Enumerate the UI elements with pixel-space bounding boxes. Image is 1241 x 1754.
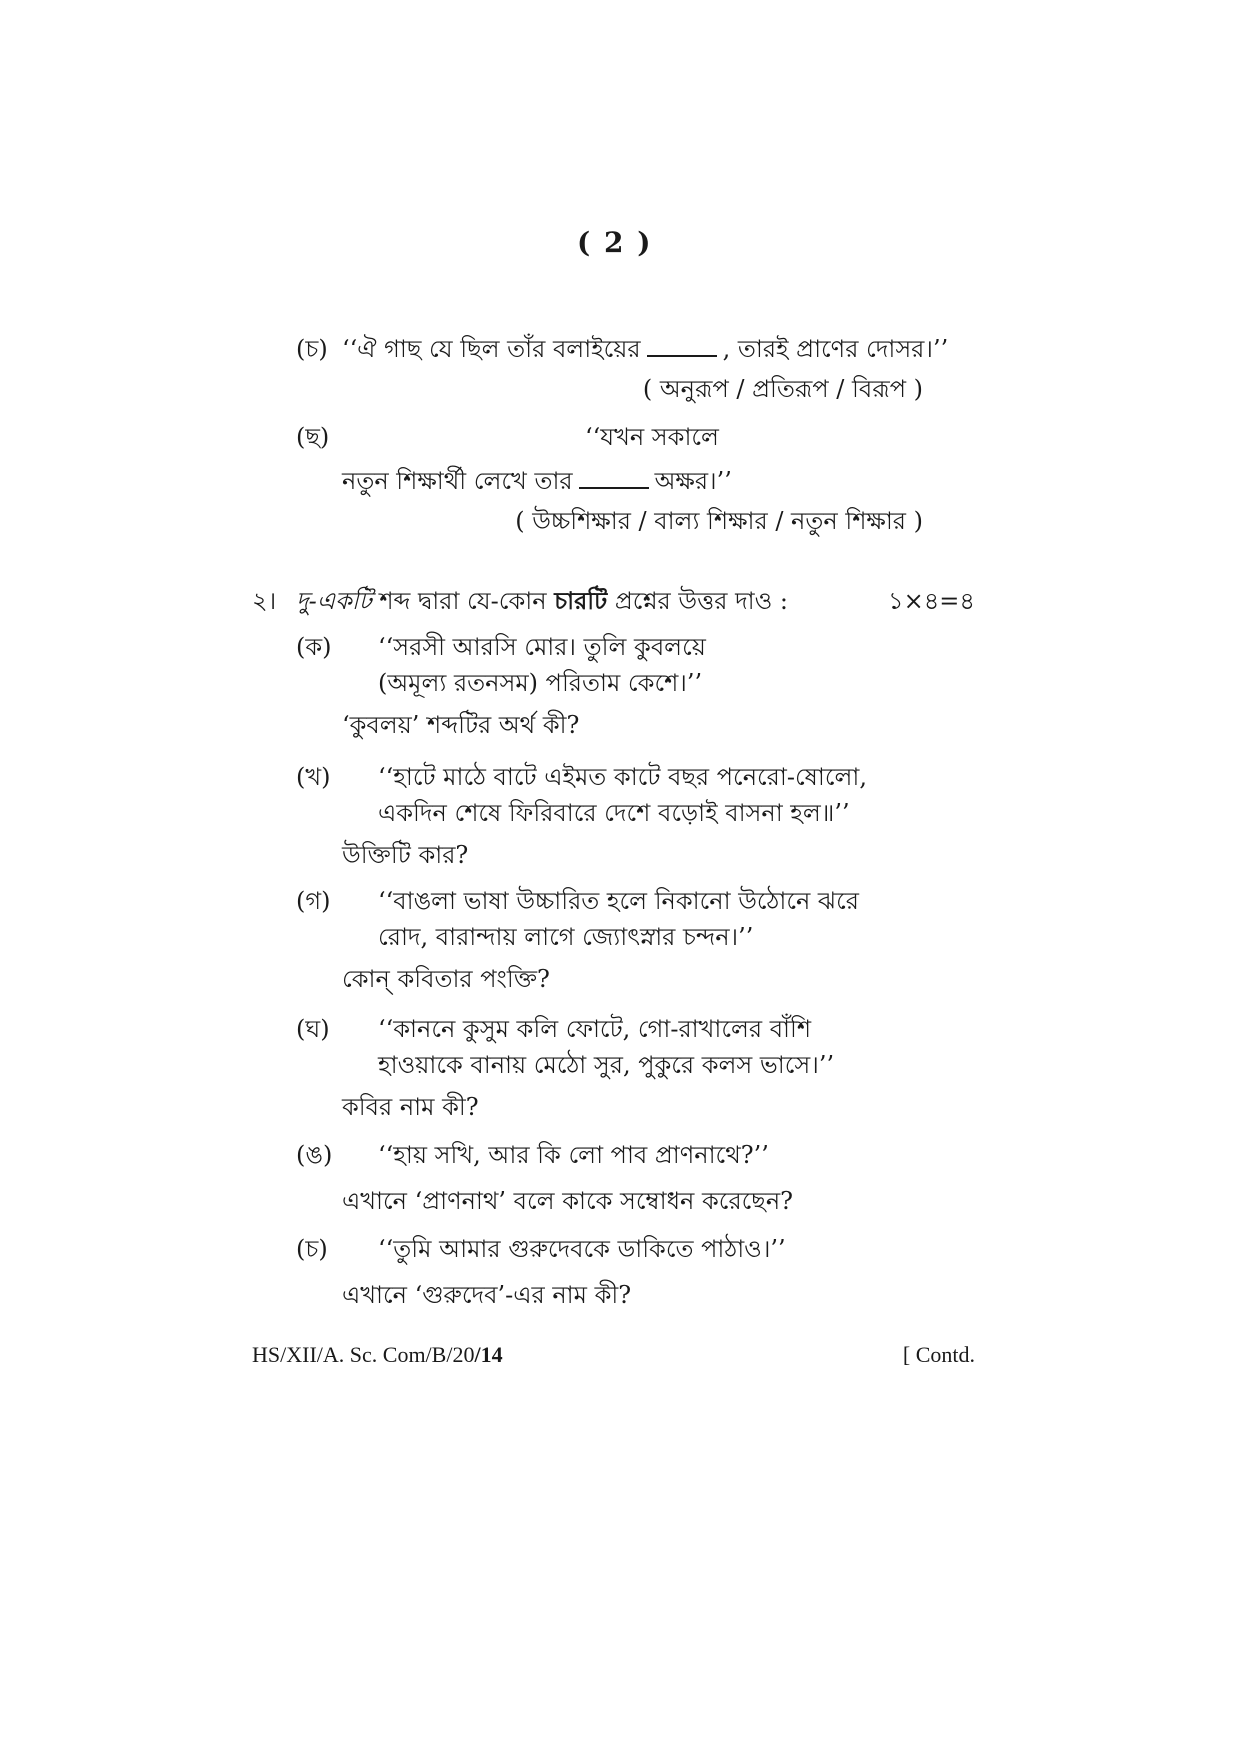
q2-number: ২। <box>252 587 277 615</box>
q1-chha-options: ( উচ্চশিক্ষার / বাল্য শিক্ষার / নতুন শিক্ষার ) <box>515 507 923 535</box>
q1-chha-line2-after: অক্ষর।’’ <box>654 467 732 495</box>
q1-chha-line2-before: নতুন শিক্ষার্থী লেখে তার <box>342 467 573 495</box>
q1-cha-text <box>342 334 948 364</box>
q2-umo-label: (ঙ) <box>296 1141 333 1169</box>
footer-paper-code <box>252 1342 503 1368</box>
q2-marks: ১×৪=৪ <box>888 587 975 615</box>
q2-ga-question: কোন্ কবিতার পংক্তি? <box>342 965 550 993</box>
q2-ga-quote2: রোদ, বারান্দায় লাগে জ্যোৎস্নার চন্দন।’’ <box>378 923 754 951</box>
q1-chha-line1: ‘‘যখন সকালে <box>585 423 719 451</box>
q2-gha-quote1: ‘‘কাননে কুসুম কলি ফোটে, গো-রাখালের বাঁশি <box>378 1015 812 1043</box>
q2-cha-question: এখানে ‘গুরুদেব’-এর নাম কী? <box>342 1281 632 1309</box>
q2-kha-quote2: একদিন শেষে ফিরিবারে দেশে বড়োই বাসনা হল॥’’ <box>378 799 850 827</box>
q2-instr-bold: চারটি <box>554 586 608 615</box>
q2-gha-question: কবির নাম কী? <box>342 1093 479 1121</box>
fill-blank <box>579 467 649 489</box>
q2-gha-quote2: হাওয়াকে বানায় মেঠো সুর, পুকুরে কলস ভাসে।’’ <box>378 1051 835 1079</box>
q2-ka-question: ‘কুবলয়’ শব্দটির অর্থ কী? <box>342 711 580 739</box>
q2-umo-quote1: ‘‘হায় সখি, আর কি লো পাব প্রাণনাথে?’’ <box>378 1141 769 1169</box>
q1-chha-label: (ছ) <box>296 423 330 451</box>
q1-cha-text-after: , তারই প্রাণের দোসর।’’ <box>722 335 949 363</box>
footer-code-prefix: HS/XII/A. Sc. Com/B/20 <box>252 1342 475 1367</box>
q2-ga-quote1: ‘‘বাঙলা ভাষা উচ্চারিত হলে নিকানো উঠোনে ঝরে <box>378 887 859 915</box>
q2-instr-italic: দু-একটি <box>296 587 372 615</box>
fill-blank <box>647 335 717 357</box>
q2-cha-label: (চ) <box>296 1235 328 1263</box>
footer-code-bold: /14 <box>474 1342 503 1367</box>
q2-cha-quote1: ‘‘তুমি আমার গুরুদেবকে ডাকিতে পাঠাও।’’ <box>378 1235 786 1263</box>
q2-umo-question: এখানে ‘প্রাণনাথ’ বলে কাকে সম্বোধন করেছেন? <box>342 1187 794 1215</box>
q2-kha-quote1: ‘‘হাটে মাঠে বাটে এইমত কাটে বছর পনেরো-ষোলো, <box>378 763 867 791</box>
q2-instr-end: প্রশ্নের উত্তর দাও : <box>614 587 789 615</box>
q2-ga-label: (গ) <box>296 887 331 915</box>
q2-ka-label: (ক) <box>296 633 332 661</box>
q2-ka-quote2: (অমূল্য রতনসম) পরিতাম কেশে।’’ <box>378 669 703 697</box>
q1-cha-text-before: ‘‘ঐ গাছ যে ছিল তাঁর বলাইয়ের <box>342 335 641 363</box>
footer-contd: [ Contd. <box>902 1342 975 1367</box>
q2-instr-mid: শব্দ দ্বারা যে-কোন <box>379 587 547 615</box>
q1-cha-options: ( অনুরূপ / প্রতিরূপ / বিরূপ ) <box>642 375 923 403</box>
q1-chha-line2 <box>342 466 732 496</box>
q2-kha-question: উক্তিটি কার? <box>342 841 469 869</box>
q2-ka-quote1: ‘‘সরসী আরসি মোর। তুলি কুবলয়ে <box>378 633 706 661</box>
q2-instruction <box>296 586 788 616</box>
q2-gha-label: (ঘ) <box>296 1015 330 1043</box>
q2-kha-label: (খ) <box>296 763 331 791</box>
page-number: ( 2 ) <box>577 226 653 259</box>
q1-cha-label: (চ) <box>296 335 328 363</box>
